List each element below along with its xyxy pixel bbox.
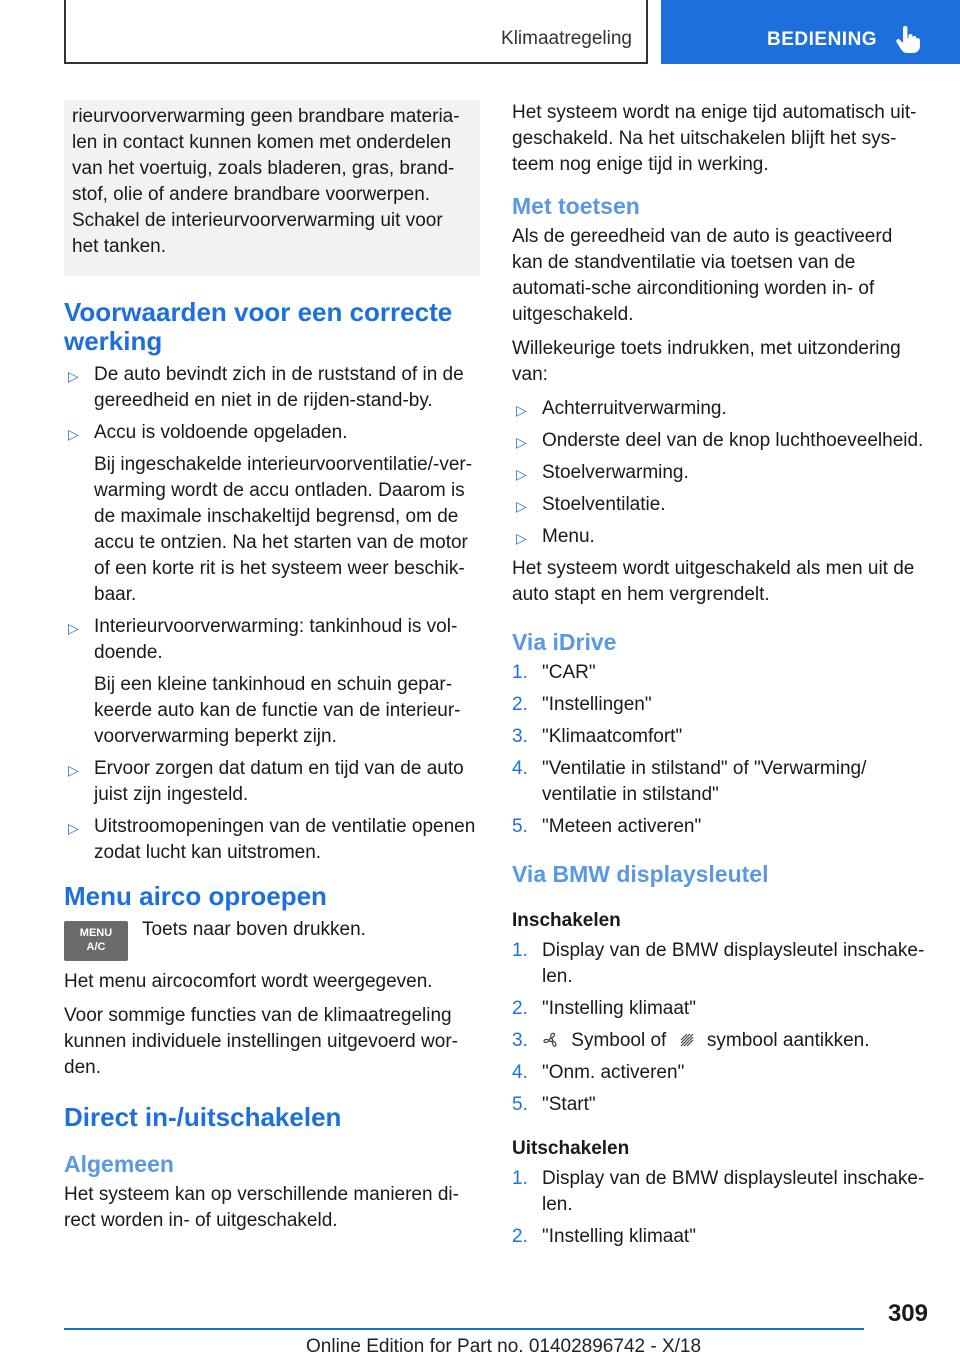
triangle-bullet-icon: ▷ bbox=[68, 620, 79, 636]
step-item bbox=[512, 938, 928, 990]
step-item bbox=[512, 1060, 928, 1086]
menu-button-row bbox=[64, 917, 480, 961]
list-item-text: Interieurvoorverwarming: tankinhoud is vol-doende. bbox=[94, 616, 458, 663]
step-item bbox=[512, 1224, 928, 1250]
triangle-bullet-icon: ▷ bbox=[68, 368, 79, 384]
vent-icon bbox=[678, 1031, 696, 1049]
list-item bbox=[64, 362, 480, 414]
list-item-text: Achterruitverwarming. bbox=[542, 398, 727, 419]
step-item bbox=[512, 660, 928, 686]
heading-met-toetsen: Met toetsen bbox=[512, 193, 640, 219]
list-item bbox=[64, 756, 480, 808]
triangle-bullet-icon: ▷ bbox=[516, 466, 527, 482]
list-item bbox=[64, 614, 480, 750]
step-text: Symbool of bbox=[571, 1030, 667, 1051]
heading-direct: Direct in-/uitschakelen bbox=[64, 1102, 342, 1132]
warning-box bbox=[64, 100, 480, 276]
step-number: 3. bbox=[512, 1030, 528, 1051]
header-section-box bbox=[64, 0, 648, 64]
step-number: 5. bbox=[512, 1094, 528, 1115]
warning-line: Schakel de interieurvoorverwarming uit voor bbox=[72, 210, 443, 231]
list-item bbox=[512, 492, 928, 518]
heading-inschakelen: Inschakelen bbox=[512, 910, 621, 931]
paragraph: Het systeem kan op verschillende manieren di-rect worden in- of uitgeschakeld. bbox=[64, 1184, 459, 1231]
voorwaarden-list bbox=[64, 362, 480, 866]
step-item bbox=[512, 724, 928, 750]
step-text: "Instelling klimaat" bbox=[542, 998, 696, 1019]
left-column bbox=[64, 100, 480, 1242]
list-item-text: Accu is voldoende opgeladen. bbox=[94, 422, 348, 443]
triangle-bullet-icon: ▷ bbox=[516, 402, 527, 418]
menu-button-label: MENU bbox=[79, 927, 113, 939]
step-text: "Instellingen" bbox=[542, 694, 652, 715]
triangle-bullet-icon: ▷ bbox=[516, 530, 527, 546]
paragraph: Het systeem wordt uitgeschakeld als men uit de auto stapt en hem vergrendelt. bbox=[512, 558, 915, 605]
step-item bbox=[512, 814, 928, 840]
footer-divider bbox=[64, 1328, 864, 1330]
step-text: symbool aantikken. bbox=[706, 1030, 870, 1051]
triangle-bullet-icon: ▷ bbox=[516, 434, 527, 450]
list-item bbox=[512, 396, 928, 422]
step-number: 2. bbox=[512, 694, 528, 715]
step-item bbox=[512, 1092, 928, 1118]
step-item bbox=[512, 756, 928, 808]
step-item bbox=[512, 692, 928, 718]
triangle-bullet-icon: ▷ bbox=[516, 498, 527, 514]
heading-algemeen: Algemeen bbox=[64, 1151, 174, 1177]
idrive-steps bbox=[512, 660, 928, 840]
header-section-title: Klimaatregeling bbox=[501, 28, 632, 49]
uitschakelen-steps bbox=[512, 1166, 928, 1250]
step-number: 1. bbox=[512, 940, 528, 961]
step-number: 4. bbox=[512, 1062, 528, 1083]
list-item-text: Stoelverwarming. bbox=[542, 462, 689, 483]
menu-ac-button-icon bbox=[64, 921, 128, 961]
warning-line: het tanken. bbox=[72, 236, 167, 257]
step-number: 2. bbox=[512, 998, 528, 1019]
footer-edition: Online Edition for Part no. 01402896742 - X/18 bbox=[306, 1336, 702, 1357]
step-number: 2. bbox=[512, 1226, 528, 1247]
step-text: "Klimaatcomfort" bbox=[542, 726, 683, 747]
header-chapter-title: BEDIENING bbox=[767, 29, 878, 50]
list-item-subtext: Bij een kleine tankinhoud en schuin gepar-keerde auto kan de functie van de interieur-voorverwarming beperkt zijn. bbox=[94, 674, 461, 747]
fan-icon bbox=[542, 1031, 560, 1049]
step-text: "Meteen activeren" bbox=[542, 816, 702, 837]
step-item bbox=[512, 1028, 928, 1054]
step-text: "Start" bbox=[542, 1094, 596, 1115]
step-text: "CAR" bbox=[542, 662, 596, 683]
list-item bbox=[512, 524, 928, 550]
warning-line: rieurvoorverwarming geen brandbare materia- bbox=[72, 106, 460, 127]
list-item bbox=[512, 460, 928, 486]
step-number: 4. bbox=[512, 758, 528, 779]
header-chapter-tab bbox=[661, 0, 960, 64]
step-item bbox=[512, 996, 928, 1022]
list-item-text: Stoelventilatie. bbox=[542, 494, 666, 515]
step-number: 5. bbox=[512, 816, 528, 837]
list-item-subtext: Bij ingeschakelde interieurvoorventilatie/-ver-warming wordt de accu ontladen. Daarom is de maximale inschakeltijd begrensd, om de accu te ontzien. Na het starten van de motor of een korte rit is het systeem weer beschik-baar. bbox=[94, 454, 473, 605]
list-item-text: Uitstroomopeningen van de ventilatie openen zodat lucht kan uitstromen. bbox=[94, 816, 476, 863]
step-text: Display van de BMW displaysleutel inschake-len. bbox=[542, 940, 925, 987]
step-text: Display van de BMW displaysleutel inschake-len. bbox=[542, 1168, 925, 1215]
heading-menu-airco: Menu airco oproepen bbox=[64, 881, 327, 911]
triangle-bullet-icon: ▷ bbox=[68, 762, 79, 778]
heading-uitschakelen: Uitschakelen bbox=[512, 1138, 630, 1159]
step-text: "Instelling klimaat" bbox=[542, 1226, 696, 1247]
paragraph: Als de gereedheid van de auto is geactiveerd kan de standventilatie via toetsen van de automati-sche airconditioning worden in- of uitgeschakeld. bbox=[512, 226, 893, 325]
menu-button-label: A/C bbox=[86, 941, 106, 953]
list-item bbox=[512, 428, 928, 454]
page-number: 309 bbox=[887, 1300, 928, 1327]
warning-line: van het voertuig, zoals bladeren, gras, brand- bbox=[72, 158, 455, 179]
warning-line: len in contact kunnen komen met onderdelen bbox=[72, 132, 452, 153]
step-item bbox=[512, 1166, 928, 1218]
list-item-text: Menu. bbox=[542, 526, 595, 547]
hand-pointer-icon bbox=[895, 26, 921, 54]
inschakelen-steps bbox=[512, 938, 928, 1118]
list-item-text: Onderste deel van de knop luchthoeveelheid. bbox=[542, 430, 924, 451]
warning-line: stof, olie of andere brandbare voorwerpen. bbox=[72, 184, 431, 205]
heading-via-bmw-displaysleutel: Via BMW displaysleutel bbox=[512, 861, 769, 887]
step-number: 1. bbox=[512, 1168, 528, 1189]
menu-button-text: Toets naar boven drukken. bbox=[142, 919, 366, 940]
list-item-text: Ervoor zorgen dat datum en tijd van de auto juist zijn ingesteld. bbox=[94, 758, 464, 805]
triangle-bullet-icon: ▷ bbox=[68, 426, 79, 442]
list-item-text: De auto bevindt zich in de ruststand of in de gereedheid en niet in de rijden-stand-by. bbox=[94, 364, 464, 411]
heading-via-idrive: Via iDrive bbox=[512, 629, 617, 655]
step-number: 3. bbox=[512, 726, 528, 747]
list-item bbox=[64, 420, 480, 608]
paragraph: Voor sommige functies van de klimaatregeling kunnen individuele instellingen uitgevoerd wor-den. bbox=[64, 1005, 458, 1078]
step-text: "Ventilatie in stilstand" of "Verwarming/ ventilatie in stilstand" bbox=[542, 758, 867, 805]
triangle-bullet-icon: ▷ bbox=[68, 820, 79, 836]
step-number: 1. bbox=[512, 662, 528, 683]
paragraph: Het systeem wordt na enige tijd automatisch uit-geschakeld. Na het uitschakelen blijft het sys-teem nog enige tijd in werking. bbox=[512, 102, 917, 175]
paragraph: Willekeurige toets indrukken, met uitzondering van: bbox=[512, 338, 901, 385]
step-text: "Onm. activeren" bbox=[542, 1062, 685, 1083]
right-column bbox=[512, 100, 928, 1256]
heading-voorwaarden: Voorwaarden voor een correcte werking bbox=[64, 297, 453, 356]
toetsen-list bbox=[512, 396, 928, 550]
paragraph: Het menu aircocomfort wordt weergegeven. bbox=[64, 971, 433, 992]
list-item bbox=[64, 814, 480, 866]
